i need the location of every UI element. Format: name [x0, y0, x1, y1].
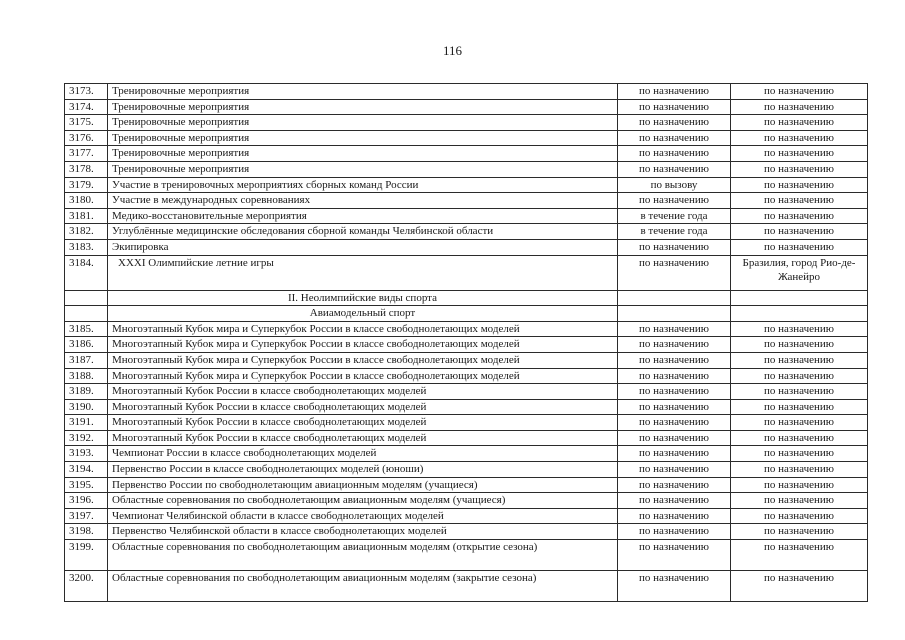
row-number: 3182.: [65, 224, 108, 240]
event-place: по назначению: [731, 208, 868, 224]
row-number: 3183.: [65, 239, 108, 255]
event-date: по назначению: [618, 508, 731, 524]
table-row: [65, 415, 868, 431]
event-name: Многоэтапный Кубок мира и Суперкубок России в классе свободнолетающих моделей: [108, 337, 618, 353]
event-place: по назначению: [731, 415, 868, 431]
row-number: 3178.: [65, 161, 108, 177]
event-date: по назначению: [618, 337, 731, 353]
event-name: Первенство России по свободнолетающим авиационным моделям (учащиеся): [108, 477, 618, 493]
event-date: по назначению: [618, 130, 731, 146]
event-place: Бразилия, город Рио-де-Жанейро: [731, 255, 868, 290]
table-row: [65, 446, 868, 462]
table-row: [65, 399, 868, 415]
event-name: Многоэтапный Кубок России в классе свободнолетающих моделей: [108, 415, 618, 431]
table-row: [65, 115, 868, 131]
table-row: [65, 337, 868, 353]
events-table: [64, 83, 868, 602]
table-row: [65, 255, 868, 290]
event-place: по назначению: [731, 177, 868, 193]
event-date: по назначению: [618, 571, 731, 602]
row-number: 3179.: [65, 177, 108, 193]
table-row: [65, 368, 868, 384]
event-date: по назначению: [618, 115, 731, 131]
event-name: Тренировочные мероприятия: [108, 130, 618, 146]
table-body: [65, 84, 868, 602]
row-number: 3185.: [65, 321, 108, 337]
event-date: по назначению: [618, 193, 731, 209]
row-number: 3200.: [65, 571, 108, 602]
event-date: в течение года: [618, 208, 731, 224]
event-name: Тренировочные мероприятия: [108, 84, 618, 100]
event-place: по назначению: [731, 493, 868, 509]
event-name: Областные соревнования по свободнолетающим авиационным моделям (учащиеся): [108, 493, 618, 509]
row-number: 3175.: [65, 115, 108, 131]
event-date: по назначению: [618, 99, 731, 115]
event-name: Областные соревнования по свободнолетающим авиационным моделям (закрытие сезона): [108, 571, 618, 602]
event-date: по назначению: [618, 493, 731, 509]
event-place: по назначению: [731, 99, 868, 115]
row-number: 3195.: [65, 477, 108, 493]
row-number: 3188.: [65, 368, 108, 384]
event-name: Участие в тренировочных мероприятиях сборных команд России: [108, 177, 618, 193]
event-name: Многоэтапный Кубок мира и Суперкубок России в классе свободнолетающих моделей: [108, 368, 618, 384]
table-row: [65, 146, 868, 162]
event-date: по назначению: [618, 368, 731, 384]
event-place: по назначению: [731, 571, 868, 602]
event-date: по назначению: [618, 239, 731, 255]
event-date: в течение года: [618, 224, 731, 240]
section-row: [65, 290, 868, 306]
event-name: Многоэтапный Кубок мира и Суперкубок России в классе свободнолетающих моделей: [108, 352, 618, 368]
event-name: Первенство России в классе свободнолетающих моделей (юноши): [108, 462, 618, 478]
event-place: по назначению: [731, 146, 868, 162]
event-name: Тренировочные мероприятия: [108, 99, 618, 115]
event-name: Многоэтапный Кубок России в классе свободнолетающих моделей: [108, 430, 618, 446]
event-date: по назначению: [618, 415, 731, 431]
event-date: по назначению: [618, 462, 731, 478]
event-place: по назначению: [731, 115, 868, 131]
event-name: XXXI Олимпийские летние игры: [108, 255, 618, 290]
event-date: по назначению: [618, 352, 731, 368]
event-name: Чемпионат Челябинской области в классе свободнолетающих моделей: [108, 508, 618, 524]
event-name: Углублённые медицинские обследования сборной команды Челябинской области: [108, 224, 618, 240]
event-date: по назначению: [618, 477, 731, 493]
row-number: 3180.: [65, 193, 108, 209]
page-number: 116: [442, 43, 463, 58]
event-place: по назначению: [731, 477, 868, 493]
event-place: по назначению: [731, 430, 868, 446]
row-number: 3196.: [65, 493, 108, 509]
row-number: 3184.: [65, 255, 108, 290]
event-name: Тренировочные мероприятия: [108, 115, 618, 131]
row-number: 3192.: [65, 430, 108, 446]
row-number: 3187.: [65, 352, 108, 368]
table-row: [65, 352, 868, 368]
event-place: по назначению: [731, 399, 868, 415]
table-row: [65, 384, 868, 400]
event-name: Областные соревнования по свободнолетающим авиационным моделям (открытие сезона): [108, 540, 618, 571]
event-name: Тренировочные мероприятия: [108, 146, 618, 162]
row-number: 3198.: [65, 524, 108, 540]
table-row: [65, 161, 868, 177]
event-date: по назначению: [618, 540, 731, 571]
table-row: [65, 540, 868, 571]
row-number: 3174.: [65, 99, 108, 115]
event-place: по назначению: [731, 368, 868, 384]
table-row: [65, 177, 868, 193]
row-number: 3197.: [65, 508, 108, 524]
row-number: 3186.: [65, 337, 108, 353]
event-place: по назначению: [731, 508, 868, 524]
table-row: [65, 321, 868, 337]
event-date: по назначению: [618, 524, 731, 540]
event-date: по назначению: [618, 321, 731, 337]
event-date: по назначению: [618, 430, 731, 446]
event-place: по назначению: [731, 462, 868, 478]
event-place: по назначению: [731, 239, 868, 255]
event-place: по назначению: [731, 130, 868, 146]
table-row: [65, 224, 868, 240]
event-date: по назначению: [618, 384, 731, 400]
event-place: по назначению: [731, 352, 868, 368]
table-row: [65, 193, 868, 209]
table-row: [65, 462, 868, 478]
event-name: Тренировочные мероприятия: [108, 161, 618, 177]
event-date: по назначению: [618, 161, 731, 177]
event-date: по вызову: [618, 177, 731, 193]
event-place: по назначению: [731, 224, 868, 240]
event-name: Многоэтапный Кубок России в классе свободнолетающих моделей: [108, 384, 618, 400]
event-date: по назначению: [618, 446, 731, 462]
row-number: 3194.: [65, 462, 108, 478]
event-name: Многоэтапный Кубок мира и Суперкубок России в классе свободнолетающих моделей: [108, 321, 618, 337]
table-row: [65, 430, 868, 446]
table-row: [65, 130, 868, 146]
table-row: [65, 524, 868, 540]
row-number: 3193.: [65, 446, 108, 462]
subsection-title: Авиамодельный спорт: [108, 306, 618, 322]
event-place: по назначению: [731, 540, 868, 571]
event-name: Медико-восстановительные мероприятия: [108, 208, 618, 224]
event-place: по назначению: [731, 337, 868, 353]
table-row: [65, 239, 868, 255]
row-number: 3181.: [65, 208, 108, 224]
event-place: по назначению: [731, 524, 868, 540]
event-name: Экипировка: [108, 239, 618, 255]
table-row: [65, 84, 868, 100]
event-date: по назначению: [618, 84, 731, 100]
event-date: по назначению: [618, 399, 731, 415]
row-number: 3177.: [65, 146, 108, 162]
row-number: 3199.: [65, 540, 108, 571]
event-date: по назначению: [618, 255, 731, 290]
event-name: Первенство Челябинской области в классе свободнолетающих моделей: [108, 524, 618, 540]
table-row: [65, 508, 868, 524]
row-number: 3176.: [65, 130, 108, 146]
row-number: 3189.: [65, 384, 108, 400]
row-number: 3173.: [65, 84, 108, 100]
table-row: [65, 493, 868, 509]
subsection-row: [65, 306, 868, 322]
event-place: по назначению: [731, 446, 868, 462]
row-number: 3191.: [65, 415, 108, 431]
table-row: [65, 571, 868, 602]
row-number: 3190.: [65, 399, 108, 415]
table-row: [65, 477, 868, 493]
event-date: по назначению: [618, 146, 731, 162]
event-name: Многоэтапный Кубок России в классе свободнолетающих моделей: [108, 399, 618, 415]
event-place: по назначению: [731, 384, 868, 400]
section-title: II. Неолимпийские виды спорта: [108, 290, 618, 306]
event-place: по назначению: [731, 161, 868, 177]
event-name: Чемпионат России в классе свободнолетающих моделей: [108, 446, 618, 462]
event-place: по назначению: [731, 84, 868, 100]
table-row: [65, 99, 868, 115]
table-row: [65, 208, 868, 224]
event-place: по назначению: [731, 193, 868, 209]
event-place: по назначению: [731, 321, 868, 337]
event-name: Участие в международных соревнованиях: [108, 193, 618, 209]
